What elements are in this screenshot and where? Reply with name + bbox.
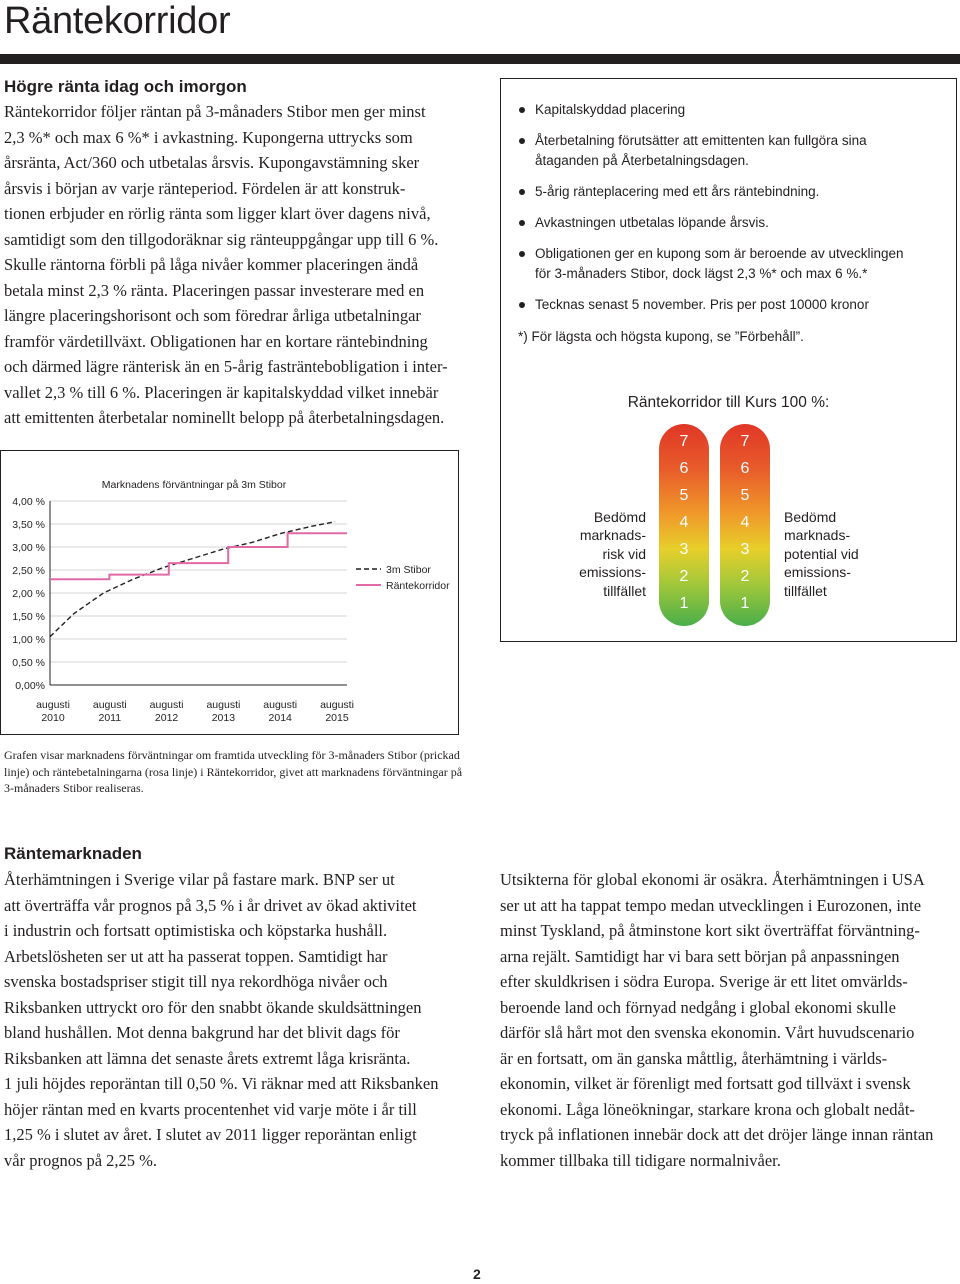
risk-scale-bar [659, 424, 709, 626]
y-tick-label: 0,50 % [12, 657, 45, 669]
risk-scale-value: 1 [679, 595, 689, 612]
title-rule [0, 54, 960, 64]
risk-scale-title: Räntekorridor till Kurs 100 %: [627, 394, 830, 411]
potential-scale-value: 7 [740, 433, 750, 450]
y-tick-label: 1,00 % [12, 634, 45, 646]
section2-body-left: Återhämtningen i Sverige vilar på fastare mark. BNP ser ut att överträffa vår prognos på 3,5 % i år drivet av ökad aktivitet i industrin och fortsatt optimistiska och köpstarka hushåll. Arbetslösheten ser ut att ha passerat toppen. Samtidigt har svenska bostadspriser stigit till nya rekordhöga nivåer och Riksbanken uttryckt oro för den snabbt ökande skuldsättningen bland hushållen. Mot denna bakgrund har det blivit dags för Riksbanken att lämna det senaste årets extremt låga krisränta. 1 juli höjdes reporäntan till 0,50 %. Vi räknar med att Riksbanken höjer räntan med en kvarts procentenhet vid varje möte i år till 1,25 % i slutet av året. I slutet av 2011 ligger reporäntan enligt vår prognos på 2,25 %. [4, 870, 439, 1170]
section2-heading: Räntemarknaden [4, 844, 142, 863]
info-bullet: Kapitalskyddad placering [518, 100, 948, 120]
x-tick-label: augusti [36, 699, 70, 711]
x-tick-label: 2015 [325, 712, 349, 724]
x-tick-label: augusti [263, 699, 298, 711]
x-tick-label: 2013 [211, 712, 236, 724]
chart-title: Marknadens förväntningar på 3m Stibor [101, 479, 287, 491]
risk-scale-value: 3 [679, 541, 689, 558]
y-tick-label: 1,50 % [12, 611, 45, 623]
y-tick-label: 3,00 % [12, 542, 45, 554]
section1-heading: Högre ränta idag och imorgon [4, 77, 247, 96]
risk-scale-value: 2 [679, 568, 689, 585]
info-bullet: Tecknas senast 5 november. Pris per post 10000 kronor [518, 295, 948, 315]
stibor-chart-frame [0, 450, 459, 735]
section1-body: Räntekorridor följer räntan på 3-månaders Stibor men ger minst 2,3 %* och max 6 %* i avkastning. Kupongerna uttrycks som årsränta, Act/360 och utbetalas årsvis. Kupongavstämning sker årsvis i början av varje ränteperiod. Fördelen är att konstruk- tionen erbjuder en rörlig ränta som ligger klart över dagens nivå, samtidigt som den tillgodoräknar sig ränteuppgångar upp till 6 %. Skulle räntorna förbli på låga nivåer kommer placeringen ändå betala minst 2,3 % ränta. Placeringen passar investerare med en längre placeringshorisont och som föredrar årliga utbetalningar framför värdetillväxt. Obligationen har en kortare räntebindning och därmed lägre ränterisk än en 5-årig fasträntebobligation i inter- vallet 2,3 % till 6 %. Placeringen är kapitalskyddad vilket innebär att emittenten återbetalar nominellt belopp på återbetalningsdagen. [4, 102, 448, 427]
potential-scale-bar [720, 424, 770, 626]
y-tick-label: 4,00 % [12, 496, 45, 508]
risk-label: Bedömd marknads- risk vid emissions- tillfället [579, 509, 646, 599]
y-tick-label: 2,50 % [12, 565, 45, 577]
section2-body-right: Utsikterna för global ekonomi är osäkra. Återhämtningen i USA ser ut att ha tappat tempo medan utvecklingen i Eurozonen, inte minst Tyskland, på åtminstone kort sikt överträffat förväntning- arna rejält. Samtidigt har vi bara sett början på anpassningen efter skuldkrisen i södra Europa. Sverige är ett litet omvärlds- beroende land och förnyad nedgång i global ekonomi skulle därför slå hårt mot den svenska ekonomin. Vårt huvudscenario är en fortsatt, om än ganska måttlig, återhämtning i världs- ekonomin, vilket är förenligt med fortsatt god tillväxt i svensk ekonomi. Låga löneökningar, starkare krona och globalt nedåt- tryck på inflationen innebär dock att det dröjer länge innan räntan kommer tillbaka till tidigare normalnivåer. [500, 870, 934, 1170]
legend-label: Räntekorridor [386, 580, 450, 592]
risk-scale-value: 5 [679, 487, 689, 504]
y-tick-label: 0,00% [15, 680, 45, 692]
potential-scale-value: 2 [740, 568, 750, 585]
info-bullet-list [518, 100, 948, 326]
x-tick-label: 2010 [41, 712, 65, 724]
x-tick-label: 2014 [268, 712, 292, 724]
info-footnote: *) För lägsta och högsta kupong, se ”Förbehåll”. [518, 329, 804, 344]
risk-scale-value: 4 [679, 514, 689, 531]
risk-scale-value: 7 [679, 433, 689, 450]
info-bullet: 5-årig ränteplacering med ett års räntebindning. [518, 182, 948, 202]
y-tick-label: 3,50 % [12, 519, 45, 531]
x-tick-label: 2011 [98, 712, 122, 724]
risk-scale-value: 6 [679, 460, 689, 477]
potential-scale-value: 6 [740, 460, 750, 477]
potential-label: Bedömd marknads- potential vid emissions- tillfället [784, 509, 859, 599]
info-bullet: Obligationen ger en kupong som är beroende av utvecklingen för 3-månaders Stibor, dock lägst 2,3 %* och max 6 %.* [518, 244, 948, 284]
potential-scale-value: 4 [740, 514, 750, 531]
info-bullet: Återbetalning förutsätter att emittenten kan fullgöra sina åtaganden på Återbetalningsdagen. [518, 131, 948, 171]
potential-scale-value: 5 [740, 487, 750, 504]
legend-label: 3m Stibor [386, 564, 431, 576]
potential-scale-value: 3 [740, 541, 750, 558]
x-tick-label: augusti [320, 699, 354, 711]
y-tick-label: 2,00 % [12, 588, 45, 600]
potential-scale-value: 1 [740, 595, 750, 612]
page-number: 2 [473, 1266, 481, 1282]
stibor-chart [1, 451, 458, 734]
x-tick-label: augusti [92, 699, 127, 711]
chart-caption: Grafen visar marknadens förväntningar om framtida utveckling för 3-månaders Stibor (prickad linje) och räntebetalningarna (rosa linje) i Räntekorridor, givet att marknadens förväntningar på 3-månaders Stibor realiseras. [4, 748, 463, 795]
info-bullet: Avkastningen utbetalas löpande årsvis. [518, 213, 948, 233]
x-tick-label: augusti [206, 699, 241, 711]
x-tick-label: 2012 [154, 712, 179, 724]
x-tick-label: augusti [149, 699, 184, 711]
page-title: Räntekorridor [4, 0, 231, 42]
